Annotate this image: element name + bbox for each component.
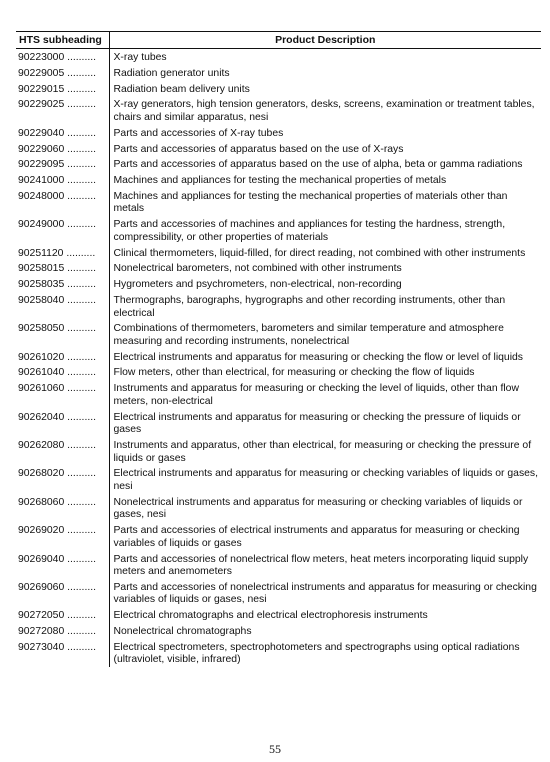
document-page xyxy=(16,31,541,667)
hts-code-cell: 90229005 .......... xyxy=(16,68,109,84)
table-header-row xyxy=(16,32,541,49)
hts-code-cell: 90229025 .......... xyxy=(16,99,109,127)
hts-code-cell: 90261020 .......... xyxy=(16,352,109,368)
hts-code-cell: 90272050 .......... xyxy=(16,610,109,626)
product-description-cell: X-ray tubes xyxy=(113,52,167,63)
product-description-cell: Clinical thermometers, liquid-filled, for direct reading, not combined with other instruments xyxy=(113,247,526,259)
product-description-cell: Parts and accessories of apparatus based on the use of X-rays xyxy=(113,143,404,155)
product-description-cell: Parts and accessories of nonelectrical flow meters, heat meters incorporating liquid supply meters and anemometers xyxy=(113,553,529,578)
table-row xyxy=(16,144,541,160)
product-description-cell: Electrical instruments and apparatus for measuring or checking the pressure of liquids or gases xyxy=(113,411,521,436)
product-description-cell: X-ray generators, high tension generators, desks, screens, examination or treatment tables, chairs and similar apparatus, nesi xyxy=(113,99,535,123)
product-description-cell: Radiation beam delivery units xyxy=(113,83,250,95)
table-row xyxy=(16,263,541,279)
product-description-cell: Instruments and apparatus, other than electrical, for measuring or checking the pressure of liquids or gases xyxy=(113,440,532,464)
hts-code-cell: 90223000 .......... xyxy=(16,49,109,68)
hts-code-cell: 90272080 .......... xyxy=(16,626,109,642)
page-number: 55 xyxy=(269,742,281,756)
hts-code-cell: 90269060 .......... xyxy=(16,582,109,610)
table-row xyxy=(16,191,541,219)
hts-code-cell: 90229095 .......... xyxy=(16,159,109,175)
table-row xyxy=(16,367,541,383)
hts-code-cell: 90262040 .......... xyxy=(16,412,109,440)
table-row xyxy=(16,219,541,247)
hts-code-cell: 90261060 .......... xyxy=(16,383,109,411)
hts-code-cell: 90229060 .......... xyxy=(16,144,109,160)
table-row xyxy=(16,642,541,667)
table-row xyxy=(16,128,541,144)
table-row xyxy=(16,279,541,295)
hts-code-cell: 90251120 .......... xyxy=(16,248,109,264)
table-row xyxy=(16,248,541,264)
hts-code-cell: 90268060 .......... xyxy=(16,497,109,525)
hts-table xyxy=(16,31,541,667)
product-description-cell: Electrical instruments and apparatus for measuring or checking the flow or level of liquids xyxy=(113,351,523,363)
product-description-cell: Parts and accessories of apparatus based on the use of alpha, beta or gamma radiations xyxy=(113,159,523,171)
product-description-cell: Electrical instruments and apparatus for measuring or checking variables of liquids or gases, nesi xyxy=(113,468,538,492)
hts-code-cell: 90229015 .......... xyxy=(16,84,109,100)
table-row xyxy=(16,49,541,68)
product-description-cell: Machines and appliances for testing the mechanical properties of materials other than metals xyxy=(113,190,508,215)
hts-code-cell: 90248000 .......... xyxy=(16,191,109,219)
product-description-cell: Nonelectrical chromatographs xyxy=(113,626,252,638)
product-description-cell: Thermographs, barographs, hygrographs and other recording instruments, other than electrical xyxy=(113,294,506,319)
table-row xyxy=(16,175,541,191)
hts-code-cell: 90268020 .......... xyxy=(16,468,109,496)
product-description-cell: Instruments and apparatus for measuring or checking the level of liquids, other than flow meters, non-electrical xyxy=(113,383,519,407)
hts-code-cell: 90249000 .......... xyxy=(16,219,109,247)
table-row xyxy=(16,412,541,440)
hts-code-cell: 90262080 .......... xyxy=(16,440,109,468)
hts-code-cell: 90229040 .......... xyxy=(16,128,109,144)
table-row xyxy=(16,610,541,626)
hts-code-cell: 90258040 .......... xyxy=(16,295,109,323)
product-description-cell: Hygrometers and psychrometers, non-electrical, non-recording xyxy=(113,279,402,291)
hts-code-cell: 90261040 .......... xyxy=(16,367,109,383)
hts-code-cell: 90269020 .......... xyxy=(16,525,109,553)
table-row xyxy=(16,323,541,351)
product-description-cell: Electrical chromatographs and electrical electrophoresis instruments xyxy=(113,610,428,622)
product-description-cell: Parts and accessories of nonelectrical instruments and apparatus for measuring or checking variables of liquids or gases, nesi xyxy=(113,581,537,606)
product-description-cell: Radiation generator units xyxy=(113,67,230,79)
table-row xyxy=(16,626,541,642)
product-description-cell: Nonelectrical barometers, not combined with other instruments xyxy=(113,263,402,275)
table-row xyxy=(16,468,541,496)
product-description-cell: Nonelectrical instruments and apparatus for measuring or checking variables of liquids or gases, nesi xyxy=(113,496,523,521)
product-description-cell: Combinations of thermometers, barometers and similar temperature and atmosphere measuring and recording instruments, nonelectrical xyxy=(113,323,504,347)
table-row xyxy=(16,68,541,84)
table-row xyxy=(16,159,541,175)
table-row xyxy=(16,84,541,100)
hts-code-cell: 90258015 .......... xyxy=(16,263,109,279)
hts-code-cell: 90258035 .......... xyxy=(16,279,109,295)
table-row xyxy=(16,383,541,411)
table-row xyxy=(16,440,541,468)
product-description-cell: Parts and accessories of machines and appliances for testing the hardness, strength, compressibility, or other properties of materials xyxy=(113,219,506,243)
column-header-product-description: Product Description xyxy=(109,32,541,49)
product-description-cell: Electrical spectrometers, spectrophotometers and spectrographs using optical radiations (ultraviolet, visible, infrared) xyxy=(113,641,520,666)
table-row xyxy=(16,554,541,582)
product-description-cell: Parts and accessories of electrical instruments and apparatus for measuring or checking variables of liquids or gases xyxy=(113,525,520,549)
hts-code-cell: 90269040 .......... xyxy=(16,554,109,582)
table-row xyxy=(16,497,541,525)
hts-code-cell: 90258050 .......... xyxy=(16,323,109,351)
hts-code-cell: 90241000 .......... xyxy=(16,175,109,191)
table-row xyxy=(16,525,541,553)
product-description-cell: Flow meters, other than electrical, for measuring or checking the flow of liquids xyxy=(113,367,475,379)
product-description-cell: Machines and appliances for testing the mechanical properties of metals xyxy=(113,175,447,187)
hts-code-cell: 90273040 .......... xyxy=(16,642,109,667)
table-row xyxy=(16,99,541,127)
table-body xyxy=(16,49,541,668)
table-row xyxy=(16,352,541,368)
table-row xyxy=(16,295,541,323)
table-row xyxy=(16,582,541,610)
product-description-cell: Parts and accessories of X-ray tubes xyxy=(113,127,284,139)
column-header-hts-subheading: HTS subheading xyxy=(16,32,109,49)
